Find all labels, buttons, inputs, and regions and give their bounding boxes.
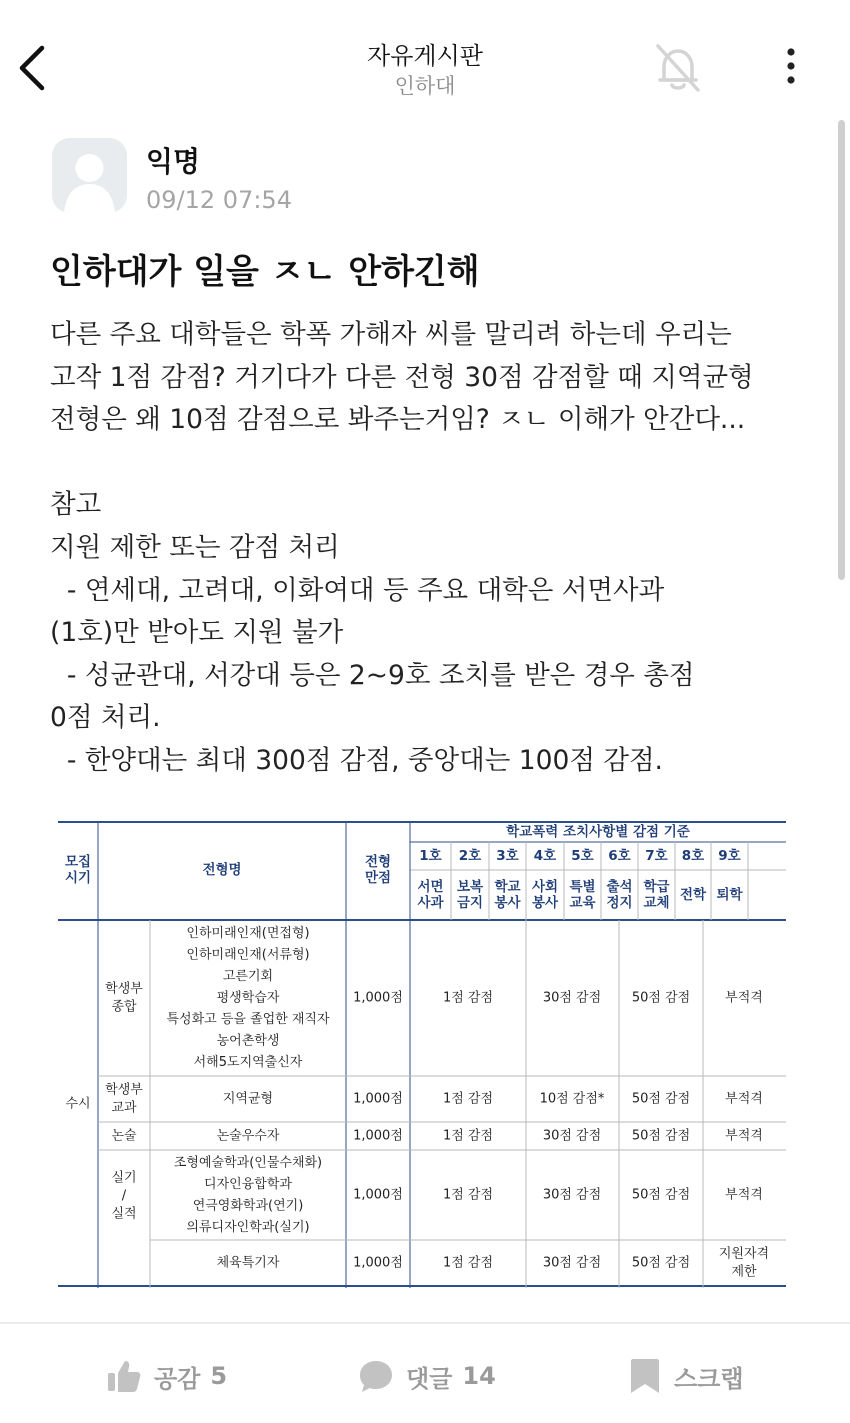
header-group: 학교폭력 조치사항별 감점 기준 <box>506 824 690 840</box>
like-button[interactable] <box>106 1354 227 1398</box>
header-measure: 사회 <box>531 879 559 895</box>
header-num: 5호 <box>571 848 594 864</box>
penalty-8-9: 부적격 <box>725 1091 763 1107</box>
category-cell: 교과 <box>111 1100 137 1116</box>
scrollbar[interactable] <box>838 120 845 580</box>
penalty-8-9: 지원자격 <box>718 1246 770 1262</box>
header-measure: 금지 <box>456 895 484 911</box>
header-measure: 학급 <box>643 879 670 895</box>
penalty-1-3: 1점 감점 <box>442 1255 494 1271</box>
header-score: 만점 <box>364 870 392 886</box>
post-body: 다른 주요 대학들은 학폭 가해자 씨를 말리려 하는데 우리는 고작 1점 감점? 거기다가 다른 전형 30점 감점할 때 지역균형 전형은 왜 10점 감점으로 봐주는거임? ㅈㄴ 이해가 안간다... 참고 지원 제한 또는 감점 처리 - 연세대, 고려대, 이화여대 등 주요 대학은 서면사과 (1호)만 받아도 지원 불가 - 성균관대, 서강대 등은 2~9호 조치를 받은 경우 총점 0점 처리. - 한양대는 최대 300점 감점, 중앙대는 100점 감점. <box>50 319 754 776</box>
penalty-4-5: 30점 감점 <box>542 1255 602 1271</box>
header-measure: 서면 <box>417 879 444 895</box>
header-measure: 교육 <box>569 895 596 911</box>
penalty-8-9: 부적격 <box>725 990 763 1006</box>
header-num: 4호 <box>533 848 557 864</box>
penalty-6-7: 50점 감점 <box>631 1091 691 1107</box>
header-measure: 봉사 <box>531 895 559 911</box>
score-cell: 1,000점 <box>353 1091 403 1107</box>
top-bar <box>0 0 850 112</box>
type-name: 조형예술학과(인물수채화) <box>173 1155 323 1171</box>
header-measure: 정지 <box>606 895 633 911</box>
header-measure: 교체 <box>643 895 670 911</box>
author-name: 익명 <box>146 145 201 178</box>
type-name: 논술우수자 <box>216 1128 280 1144</box>
header-measure: 사과 <box>417 895 444 911</box>
header-measure: 전학 <box>679 887 707 903</box>
bell-off-icon <box>650 40 706 96</box>
post-image-table <box>58 820 786 1288</box>
comment-count: 14 <box>462 1362 496 1390</box>
penalty-4-5: 30점 감점 <box>542 1187 602 1203</box>
scrap-label: 스크랩 <box>674 1364 744 1393</box>
penalty-6-7: 50점 감점 <box>631 1128 691 1144</box>
category-cell: 학생부 <box>105 981 143 997</box>
comment-button[interactable] <box>358 1354 496 1398</box>
penalty-6-7: 50점 감점 <box>631 1255 691 1271</box>
penalty-6-7: 50점 감점 <box>631 1187 691 1203</box>
header-measure: 특별 <box>569 879 596 895</box>
penalty-8-9: 제한 <box>731 1264 757 1280</box>
category-cell: 학생부 <box>105 1082 143 1098</box>
header-num: 1호 <box>419 848 442 864</box>
header-num: 9호 <box>718 848 741 864</box>
thumbs-up-icon <box>106 1358 142 1394</box>
penalty-1-3: 1점 감점 <box>442 990 494 1006</box>
score-cell: 1,000점 <box>353 1187 403 1203</box>
header-measure: 출석 <box>606 879 633 895</box>
penalty-4-5: 10점 감점* <box>539 1091 605 1107</box>
like-count: 5 <box>210 1362 228 1390</box>
header-num: 7호 <box>645 848 668 864</box>
header-measure: 학교 <box>494 879 521 895</box>
penalty-table <box>58 820 786 1288</box>
type-name: 고른기회 <box>222 969 274 984</box>
type-name: 특성화고 등을 졸업한 재직자 <box>166 1012 330 1027</box>
board-title: 자유게시판 <box>367 42 483 70</box>
post-date: 09/12 07:54 <box>146 186 292 214</box>
like-label: 공감 <box>154 1364 201 1393</box>
penalty-6-7: 50점 감점 <box>631 990 691 1006</box>
notification-toggle[interactable] <box>650 40 706 96</box>
penalty-8-9: 부적격 <box>725 1128 763 1144</box>
type-name: 평생학습자 <box>216 990 280 1006</box>
type-name: 인하미래인재(면접형) <box>186 926 310 941</box>
bookmark-icon <box>628 1357 662 1395</box>
header-type: 전형명 <box>202 862 242 878</box>
period-cell: 수시 <box>65 1096 91 1112</box>
header-period: 모집 <box>64 854 92 870</box>
comment-label: 댓글 <box>406 1364 453 1393</box>
penalty-4-5: 30점 감점 <box>542 990 602 1006</box>
category-cell: 실기 <box>111 1170 137 1186</box>
penalty-1-3: 1점 감점 <box>442 1128 494 1144</box>
header-period: 시기 <box>64 870 92 886</box>
more-menu-button[interactable] <box>776 44 806 90</box>
penalty-1-3: 1점 감점 <box>442 1187 494 1203</box>
header-measure: 퇴학 <box>716 887 743 903</box>
type-name: 체육특기자 <box>216 1255 280 1271</box>
header-num: 3호 <box>496 848 519 864</box>
board-subtitle: 인하대 <box>394 74 456 98</box>
scrap-button[interactable] <box>628 1354 744 1398</box>
comment-icon <box>358 1358 394 1394</box>
score-cell: 1,000점 <box>353 990 403 1006</box>
avatar <box>52 138 127 213</box>
category-cell: 종합 <box>111 999 137 1015</box>
type-name: 인하미래인재(서류형) <box>186 947 310 963</box>
penalty-1-3: 1점 감점 <box>442 1091 494 1107</box>
header-num: 6호 <box>608 848 631 864</box>
post-title: 인하대가 일을 ㅈㄴ 안하긴해 <box>50 252 480 292</box>
category-cell: 논술 <box>111 1128 137 1144</box>
more-vertical-icon <box>776 44 806 90</box>
penalty-8-9: 부적격 <box>725 1187 763 1203</box>
header-score: 전형 <box>364 854 392 870</box>
header-num: 2호 <box>458 848 482 864</box>
penalty-4-5: 30점 감점 <box>542 1128 602 1144</box>
header-measure: 봉사 <box>494 895 521 911</box>
score-cell: 1,000점 <box>353 1128 403 1144</box>
type-name: 농어촌학생 <box>216 1033 280 1049</box>
type-name: 서해5도지역출신자 <box>193 1055 303 1070</box>
type-name: 지역균형 <box>222 1091 274 1107</box>
category-cell: / <box>121 1188 127 1204</box>
header-measure: 보복 <box>456 879 484 895</box>
header-num: 8호 <box>681 848 705 864</box>
type-name: 디자인융합학과 <box>204 1176 292 1192</box>
action-bar <box>0 1324 850 1423</box>
type-name: 의류디자인학과(실기) <box>186 1219 310 1235</box>
type-name: 연극영화학과(연기) <box>192 1198 304 1214</box>
user-avatar-icon <box>52 138 127 213</box>
score-cell: 1,000점 <box>353 1255 403 1271</box>
category-cell: 실적 <box>111 1206 137 1222</box>
